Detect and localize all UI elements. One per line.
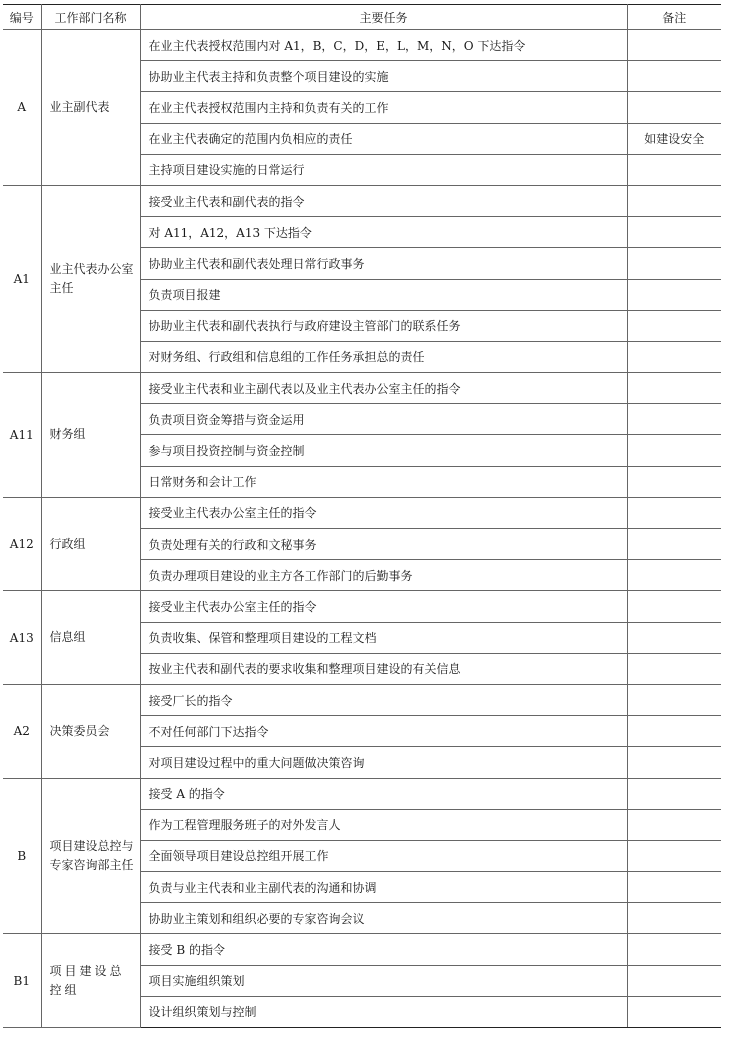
task-cell: 负责收集、保管和整理项目建设的工程文档: [140, 622, 627, 653]
note-cell: [627, 840, 721, 871]
task-cell: 对 A11，A12，A13 下达指令: [140, 217, 627, 248]
note-cell: [627, 373, 721, 404]
task-cell: 接受业主代表办公室主任的指令: [140, 497, 627, 528]
task-cell: 接受 B 的指令: [140, 934, 627, 965]
note-cell: [627, 903, 721, 934]
task-cell: 主持项目建设实施的日常运行: [140, 154, 627, 185]
note-cell: [627, 30, 721, 61]
table-row: [3, 185, 721, 216]
task-cell: 接受业主代表办公室主任的指令: [140, 591, 627, 622]
dept-name: 信息组: [41, 591, 140, 685]
task-cell: 不对任何部门下达指令: [140, 716, 627, 747]
header-dept: 工作部门名称: [41, 5, 140, 30]
task-cell: 日常财务和会计工作: [140, 466, 627, 497]
note-cell: [627, 61, 721, 92]
task-cell: 负责办理项目建设的业主方各工作部门的后勤事务: [140, 560, 627, 591]
note-cell: [627, 934, 721, 965]
table-row: [3, 30, 721, 61]
note-cell: [627, 217, 721, 248]
table-row: [3, 373, 721, 404]
task-cell: 负责项目资金筹措与资金运用: [140, 404, 627, 435]
note-cell: [627, 248, 721, 279]
note-cell: [627, 185, 721, 216]
dept-name: 财务组: [41, 373, 140, 498]
note-cell: [627, 154, 721, 185]
table-row: [3, 497, 721, 528]
dept-id: A13: [3, 591, 41, 685]
note-cell: [627, 809, 721, 840]
note-cell: [627, 435, 721, 466]
dept-id: A12: [3, 497, 41, 591]
task-cell: 按业主代表和副代表的要求收集和整理项目建设的有关信息: [140, 653, 627, 684]
dept-name: 业主代表办公室主任: [41, 185, 140, 372]
dept-id: A: [3, 30, 41, 186]
task-cell: 协助业主策划和组织必要的专家咨询会议: [140, 903, 627, 934]
header-note: 备注: [627, 5, 721, 30]
task-cell: 参与项目投资控制与资金控制: [140, 435, 627, 466]
note-cell: [627, 466, 721, 497]
note-cell: [627, 560, 721, 591]
note-cell: [627, 341, 721, 372]
note-cell: [627, 747, 721, 778]
task-cell: 作为工程管理服务班子的对外发言人: [140, 809, 627, 840]
table-row: [3, 778, 721, 809]
task-cell: 在业主代表授权范围内对 A1，B，C，D，E，L，M，N，O 下达指令: [140, 30, 627, 61]
dept-id: A2: [3, 684, 41, 778]
note-cell: [627, 684, 721, 715]
task-cell: 接受 A 的指令: [140, 778, 627, 809]
note-cell: [627, 529, 721, 560]
task-cell: 协助业主代表主持和负责整个项目建设的实施: [140, 61, 627, 92]
header-task: 主要任务: [140, 5, 627, 30]
note-cell: [627, 872, 721, 903]
table-row: [3, 934, 721, 965]
note-cell: [627, 778, 721, 809]
dept-name: 项目建设总控与专家咨询部主任: [41, 778, 140, 934]
note-cell: [627, 965, 721, 996]
note-cell: [627, 279, 721, 310]
note-cell: 如建设安全: [627, 123, 721, 154]
note-cell: [627, 716, 721, 747]
note-cell: [627, 591, 721, 622]
note-cell: [627, 404, 721, 435]
note-cell: [627, 653, 721, 684]
dept-id: B1: [3, 934, 41, 1028]
task-cell: 接受厂长的指令: [140, 684, 627, 715]
task-cell: 负责处理有关的行政和文秘事务: [140, 529, 627, 560]
note-cell: [627, 92, 721, 123]
dept-id: B: [3, 778, 41, 934]
header-row: [3, 5, 721, 30]
task-cell: 接受业主代表和业主副代表以及业主代表办公室主任的指令: [140, 373, 627, 404]
note-cell: [627, 310, 721, 341]
task-cell: 对财务组、行政组和信息组的工作任务承担总的责任: [140, 341, 627, 372]
dept-name: 业主副代表: [41, 30, 140, 186]
dept-name: 行政组: [41, 497, 140, 591]
task-cell: 负责项目报建: [140, 279, 627, 310]
task-cell: 项目实施组织策划: [140, 965, 627, 996]
task-table: [3, 4, 721, 1028]
dept-id: A11: [3, 373, 41, 498]
task-cell: 对项目建设过程中的重大问题做决策咨询: [140, 747, 627, 778]
note-cell: [627, 996, 721, 1027]
dept-name: 项目建设总控组: [41, 934, 140, 1028]
note-cell: [627, 497, 721, 528]
note-cell: [627, 622, 721, 653]
task-cell: 在业主代表确定的范围内负相应的责任: [140, 123, 627, 154]
task-cell: 全面领导项目建设总控组开展工作: [140, 840, 627, 871]
task-cell: 设计组织策划与控制: [140, 996, 627, 1027]
task-cell: 在业主代表授权范围内主持和负责有关的工作: [140, 92, 627, 123]
table-row: [3, 684, 721, 715]
dept-id: A1: [3, 185, 41, 372]
header-id: 编号: [3, 5, 41, 30]
task-cell: 协助业主代表和副代表处理日常行政事务: [140, 248, 627, 279]
table-body: [3, 30, 721, 1028]
task-cell: 协助业主代表和副代表执行与政府建设主管部门的联系任务: [140, 310, 627, 341]
table-row: [3, 591, 721, 622]
task-cell: 负责与业主代表和业主副代表的沟通和协调: [140, 872, 627, 903]
dept-name: 决策委员会: [41, 684, 140, 778]
task-cell: 接受业主代表和副代表的指令: [140, 185, 627, 216]
